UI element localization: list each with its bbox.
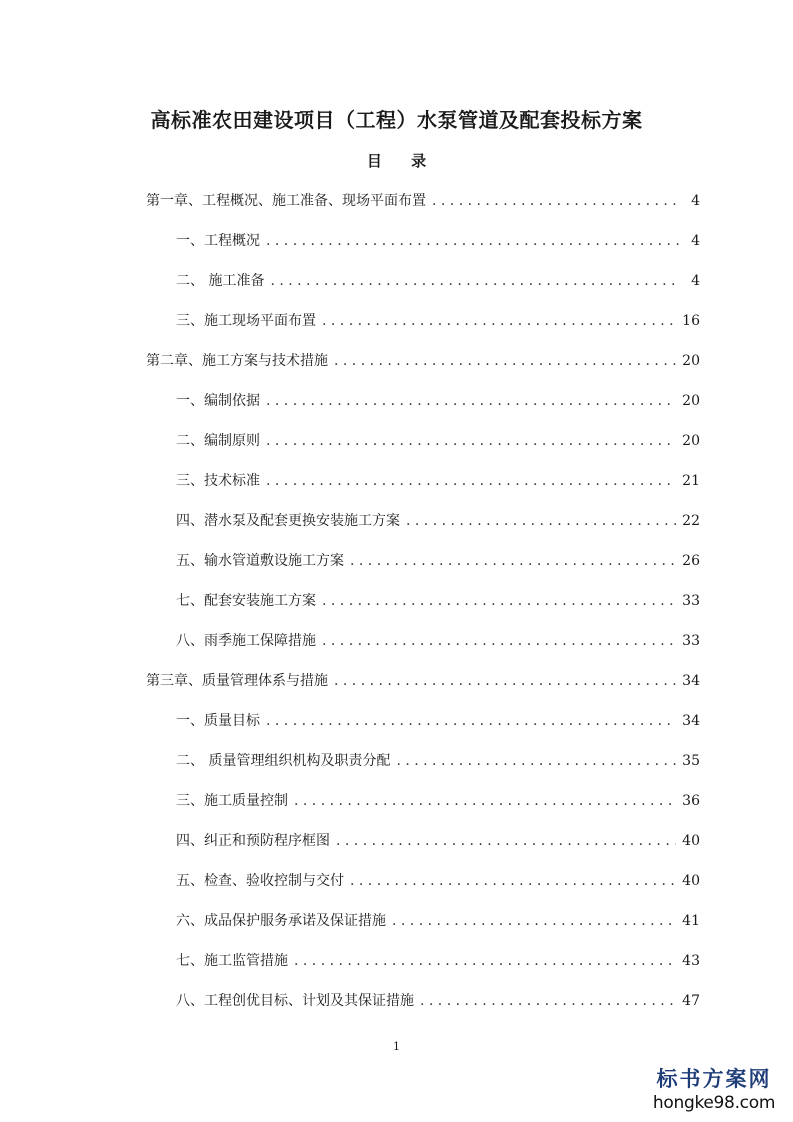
- watermark-name: 标书方案网: [656, 1066, 772, 1091]
- toc-dot-leader: [322, 593, 676, 609]
- toc-entry-page: 40: [682, 873, 700, 889]
- toc-entry-page: 20: [682, 353, 700, 369]
- toc-entry-page: 34: [682, 673, 700, 689]
- toc-entry-title: 四、潜水泵及配套更换安装施工方案: [176, 513, 400, 529]
- toc-entry-page: 4: [691, 273, 700, 289]
- toc-section-entry[interactable]: [146, 910, 700, 950]
- toc-entry-page: 22: [682, 513, 700, 529]
- toc-entry-title: 六、成品保护服务承诺及保证措施: [176, 913, 386, 929]
- toc-entry-page: 20: [682, 393, 700, 409]
- toc-section-entry[interactable]: [146, 630, 700, 670]
- page-number: 1: [393, 1040, 400, 1053]
- toc-dot-leader: [266, 433, 676, 449]
- toc-entry-title: 三、技术标准: [176, 473, 260, 489]
- toc-dot-leader: [432, 193, 680, 209]
- toc-entry-page: 47: [682, 993, 700, 1009]
- toc-entry-title: 七、施工监管措施: [176, 953, 288, 969]
- toc-dot-leader: [396, 753, 676, 769]
- toc-entry-title: 第三章、质量管理体系与措施: [146, 673, 328, 689]
- toc-chapter-entry[interactable]: [146, 190, 700, 230]
- toc-entry-page: 33: [682, 633, 700, 649]
- toc-entry-title: 五、输水管道敷设施工方案: [176, 553, 344, 569]
- toc-section-entry[interactable]: [146, 550, 700, 590]
- toc-dot-leader: [270, 273, 680, 289]
- toc-entry-title: 八、雨季施工保障措施: [176, 633, 316, 649]
- toc-dot-leader: [322, 313, 676, 329]
- toc-entry-title: 二、编制原则: [176, 433, 260, 449]
- toc-chapter-entry[interactable]: [146, 670, 700, 710]
- toc-entry-title: 八、工程创优目标、计划及其保证措施: [176, 993, 414, 1009]
- toc-entry-title: 七、配套安装施工方案: [176, 593, 316, 609]
- toc-section-entry[interactable]: [146, 270, 700, 310]
- toc-entry-title: 五、检查、验收控制与交付: [176, 873, 344, 889]
- toc-entry-page: 33: [682, 593, 700, 609]
- toc-dot-leader: [420, 993, 676, 1009]
- toc-section-entry[interactable]: [146, 430, 700, 470]
- toc-section-entry[interactable]: [146, 590, 700, 630]
- toc-entry-title: 第二章、施工方案与技术措施: [146, 353, 328, 369]
- toc-dot-leader: [294, 953, 676, 969]
- toc-entry-title: 二、 施工准备: [176, 273, 265, 289]
- toc-entry-page: 20: [682, 433, 700, 449]
- toc-entry-page: 43: [682, 953, 700, 969]
- toc-section-entry[interactable]: [146, 750, 700, 790]
- toc-entry-page: 26: [682, 553, 700, 569]
- toc-entry-page: 16: [682, 313, 700, 329]
- toc-dot-leader: [294, 793, 676, 809]
- toc-entry-page: 4: [691, 233, 700, 249]
- toc-dot-leader: [334, 673, 676, 689]
- toc-dot-leader: [406, 513, 676, 529]
- toc-section-entry[interactable]: [146, 950, 700, 990]
- toc-dot-leader: [322, 633, 676, 649]
- toc-entry-page: 34: [682, 713, 700, 729]
- toc-entry-title: 第一章、工程概况、施工准备、现场平面布置: [146, 193, 426, 209]
- toc-entry-page: 35: [682, 753, 700, 769]
- toc-entry-title: 四、纠正和预防程序框图: [176, 833, 330, 849]
- toc-section-entry[interactable]: [146, 230, 700, 270]
- toc-dot-leader: [266, 233, 680, 249]
- toc-entry-title: 三、施工质量控制: [176, 793, 288, 809]
- toc-dot-leader: [392, 913, 676, 929]
- watermark-url: hongke98.com: [652, 1093, 776, 1113]
- toc-entry-title: 二、 质量管理组织机构及职责分配: [176, 753, 391, 769]
- toc-entry-page: 4: [691, 193, 700, 209]
- toc-entry-title: 一、质量目标: [176, 713, 260, 729]
- toc-chapter-entry[interactable]: [146, 350, 700, 390]
- toc-entry-page: 36: [682, 793, 700, 809]
- toc-section-entry[interactable]: [146, 830, 700, 870]
- toc-dot-leader: [266, 713, 676, 729]
- toc-section-entry[interactable]: [146, 390, 700, 430]
- toc-section-entry[interactable]: [146, 990, 700, 1030]
- document-title: 高标准农田建设项目（工程）水泵管道及配套投标方案: [150, 108, 643, 132]
- toc-dot-leader: [350, 873, 676, 889]
- toc-dot-leader: [334, 353, 676, 369]
- toc-section-entry[interactable]: [146, 870, 700, 910]
- toc-heading: 目 录: [366, 152, 439, 170]
- toc-entry-title: 一、工程概况: [176, 233, 260, 249]
- table-of-contents: [146, 190, 700, 1030]
- toc-section-entry[interactable]: [146, 310, 700, 350]
- toc-section-entry[interactable]: [146, 510, 700, 550]
- toc-dot-leader: [350, 553, 676, 569]
- toc-entry-page: 21: [682, 473, 700, 489]
- toc-entry-page: 41: [682, 913, 700, 929]
- toc-section-entry[interactable]: [146, 790, 700, 830]
- toc-entry-title: 三、施工现场平面布置: [176, 313, 316, 329]
- toc-entry-page: 40: [682, 833, 700, 849]
- toc-section-entry[interactable]: [146, 470, 700, 510]
- toc-section-entry[interactable]: [146, 710, 700, 750]
- watermark-logo: [649, 1066, 779, 1114]
- toc-dot-leader: [266, 473, 676, 489]
- toc-dot-leader: [336, 833, 676, 849]
- toc-entry-title: 一、编制依据: [176, 393, 260, 409]
- toc-dot-leader: [266, 393, 676, 409]
